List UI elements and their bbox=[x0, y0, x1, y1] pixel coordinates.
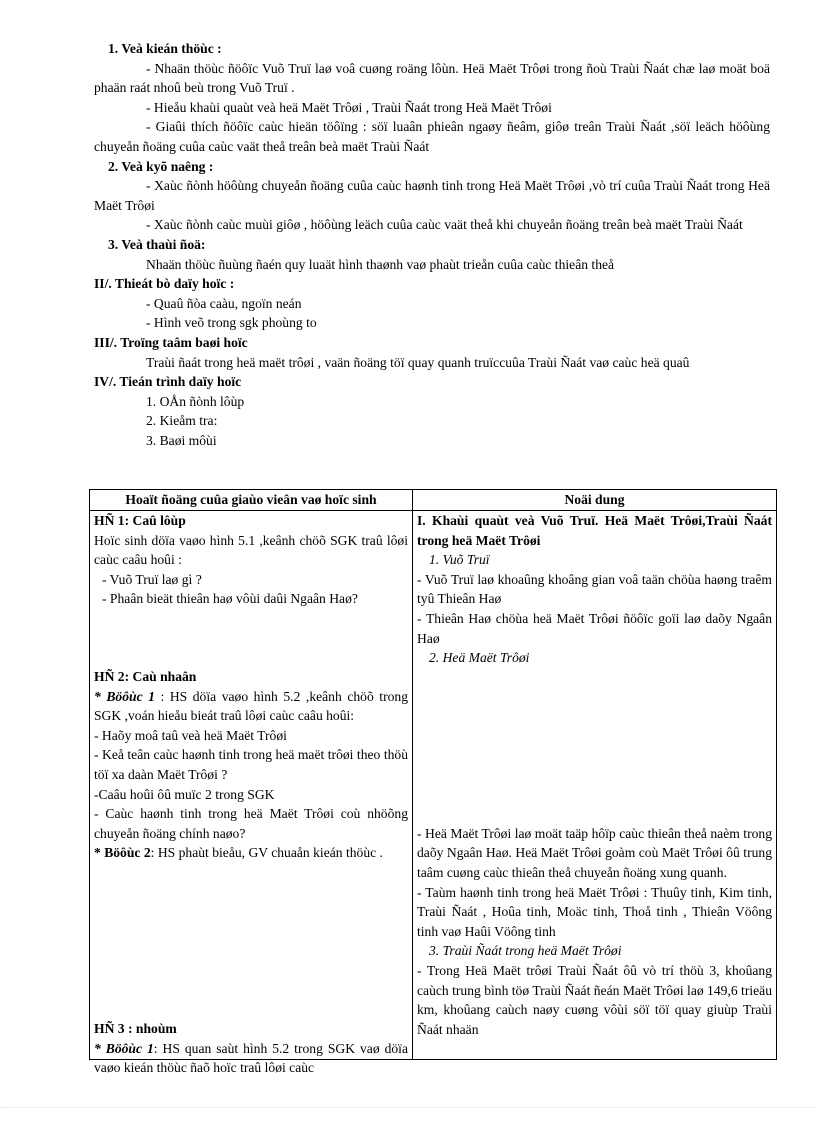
step-text: : HS döïa vaøo hình 5.2 ,keânh chöõ trong SGK ,voán hieåu bieát traû lôøi caùc caâu hoûi: bbox=[94, 688, 408, 724]
content-cell bbox=[413, 511, 777, 1060]
content-universe-1: - Vuõ Truï laø khoaûng khoâng gian voâ taän chöùa haøng traêm tyû Thieân Haø bbox=[417, 571, 772, 607]
procedure-item-2: 2. Kieåm tra: bbox=[146, 413, 218, 429]
content-subtitle-earth: 3. Traùi Ñaát trong heä Maët Trôøi bbox=[429, 943, 622, 959]
section-attitude-title: 3. Veà thaùi ñoä: bbox=[108, 236, 206, 252]
section-focus-title: III/. Troïng taâm baøi hoïc bbox=[94, 334, 248, 350]
spacer bbox=[417, 668, 772, 824]
activity-2-question-1: - Haõy moâ taû veà heä Maët Trôøi bbox=[94, 727, 287, 743]
activity-1-title: HÑ 1: Caû lôùp bbox=[94, 513, 186, 528]
skills-paragraph-2: - Xaùc ñònh caùc muùi giôø , höôùng leäch cuûa caùc vaät theå khi chuyeån ñoäng treân beà maët Traùi Ñaát bbox=[146, 217, 743, 233]
equipment-item-2: - Hình veõ trong sgk phoùng to bbox=[146, 315, 317, 331]
step-label: * Böôùc 2 bbox=[94, 845, 151, 861]
equipment-item-1: - Quaû ñòa caàu, ngoïn neán bbox=[146, 295, 302, 311]
skills-paragraph-1: - Xaùc ñònh höôùng chuyeån ñoäng cuûa caùc haønh tinh trong Heä Maët Trôøi ,vò trí cuûa Traùi Ñaát trong Heä Maët Trôøi bbox=[94, 178, 770, 213]
content-subtitle-universe: 1. Vuõ Truï bbox=[429, 552, 490, 568]
activity-2-title: HÑ 2: Caù nhaân bbox=[94, 668, 197, 684]
content-solar-system-1: - Heä Maët Trôøi laø moät taäp hôïp caùc thieân theå naèm trong daõy Ngaân Haø. Heä Maët Trôøi goàm coù Maët Trôøi ôû trung taâm cuøng caùc thieân theå chuyeån ñoäng xung quanh. bbox=[417, 825, 772, 880]
focus-paragraph: Traùi ñaát trong heä maët trôøi , vaän ñoäng töï quay quanh truïccuûa Traùi Ñaát vaø caùc heä quaû bbox=[146, 354, 690, 370]
table-row bbox=[90, 511, 777, 1060]
content-universe-2: - Thieân Haø chöùa heä Maët Trôøi ñöôïc goïi laø daõy Ngaân Haø bbox=[417, 610, 772, 646]
activity-1-question-1: - Vuõ Truï laø gì ? bbox=[102, 571, 202, 587]
knowledge-paragraph-3: - Giaûi thích ñöôïc caùc hieän töôïng : söï luaân phieân ngaøy ñeâm, giôø treân Traùi Ñaát ,söï leäch höôùng chuyeån ñoäng cuûa caùc vaät theå treân beà maët Traùi Ñaát bbox=[94, 119, 770, 154]
activities-cell bbox=[90, 511, 413, 1076]
lesson-objectives bbox=[94, 39, 770, 450]
procedure-item-1: 1. OÅn ñònh lôùp bbox=[146, 393, 245, 409]
activity-1-question-2: - Phaân bieät thieân haø vôùi daûi Ngaân Haø? bbox=[102, 591, 358, 607]
knowledge-paragraph-2: - Hieåu khaùi quaùt veà heä Maët Trôøi , Traùi Ñaát trong Heä Maët Trôøi bbox=[146, 99, 552, 115]
content-earth-1: - Trong Heä Maët trôøi Traùi Ñaát ôû vò trí thöù 3, khoûang caùch trung bình töø Traùi Ñaát ñeán Maët Trôøi laø 149,6 trieäu km, khoûang caùch naøy cuøng vôùi söï töï quay giuùp Traùi Ñaát nhaän bbox=[417, 962, 772, 1037]
header-content: Noäi dung bbox=[413, 490, 777, 511]
table-header-row bbox=[90, 490, 777, 511]
step-label: * Böôùc 1 bbox=[94, 1040, 154, 1056]
knowledge-paragraph-1: - Nhaän thöùc ñöôïc Vuõ Truï laø voâ cuøng roäng lôùn. Heä Maët Trôøi trong ñoù Traùi Ñaát chæ laø moät boä phaän raát nhoû beù trong Vuõ Truï . bbox=[94, 60, 770, 96]
spacer bbox=[94, 863, 408, 1019]
step-label: * Böôùc 1 bbox=[94, 688, 155, 704]
content-solar-system-2: - Taùm haønh tinh trong heä Maët Trôøi : Thuûy tinh, Kim tinh, Traùi Ñaát , Hoûa tinh, Moäc tinh, Thoå tinh , Thieân Vöông tinh vaø Haûi Vöông tinh bbox=[417, 884, 772, 939]
activity-2-question-4: - Caùc haønh tinh trong heä Maët Trôøi coù nhöõng chuyeån ñoäng chính naøo? bbox=[94, 806, 408, 841]
section-procedure-title: IV/. Tieán trình daïy hoïc bbox=[94, 374, 242, 390]
step-text: : HS phaùt bieåu, GV chuaån kieán thöùc . bbox=[150, 845, 383, 861]
procedure-item-3: 3. Baøi môùi bbox=[146, 432, 217, 448]
activity-2-step-1 bbox=[94, 687, 408, 726]
content-subtitle-solar-system: 2. Heä Maët Trôøi bbox=[429, 650, 530, 666]
lesson-activity-table bbox=[89, 489, 777, 1076]
activity-3-title: HÑ 3 : nhoùm bbox=[94, 1020, 177, 1036]
activity-2-question-3: -Caâu hoûi ôû muïc 2 trong SGK bbox=[94, 786, 275, 802]
activity-3-step-1 bbox=[94, 1039, 408, 1078]
page-footer-rule bbox=[0, 1107, 816, 1109]
section-skills-title: 2. Veà kyõ naêng : bbox=[108, 158, 214, 174]
attitude-paragraph: Nhaän thöùc ñuùng ñaén quy luaät hình thaønh vaø phaùt trieån cuûa caùc thieân theå bbox=[146, 256, 615, 272]
activity-1-text: Hoïc sinh döïa vaøo hình 5.1 ,keânh chöõ SGK traû lôøi caùc caâu hoûi : bbox=[94, 532, 408, 568]
section-knowledge-title: 1. Veà kieán thöùc : bbox=[108, 41, 222, 56]
step-text: : HS quan saùt hình 5.2 trong SGK vaø döïa vaøo kieán thöùc ñaõ hoïc traû lôøi caùc bbox=[94, 1040, 408, 1076]
section-equipment-title: II/. Thieát bò daïy hoïc : bbox=[94, 276, 235, 292]
spacer bbox=[94, 609, 408, 667]
activity-2-question-2: - Keå teân caùc haønh tinh trong heä maët trôøi theo thöù töï xa daàn Maët Trôøi ? bbox=[94, 747, 408, 782]
header-activities: Hoaït ñoäng cuûa giaùo vieân vaø hoïc sinh bbox=[90, 490, 413, 511]
activity-2-step-2 bbox=[94, 843, 408, 863]
content-section-title: I. Khaùi quaùt veà Vuõ Truï. Heä Maët Trôøi,Traùi Ñaát trong heä Maët Trôøi bbox=[417, 513, 772, 548]
